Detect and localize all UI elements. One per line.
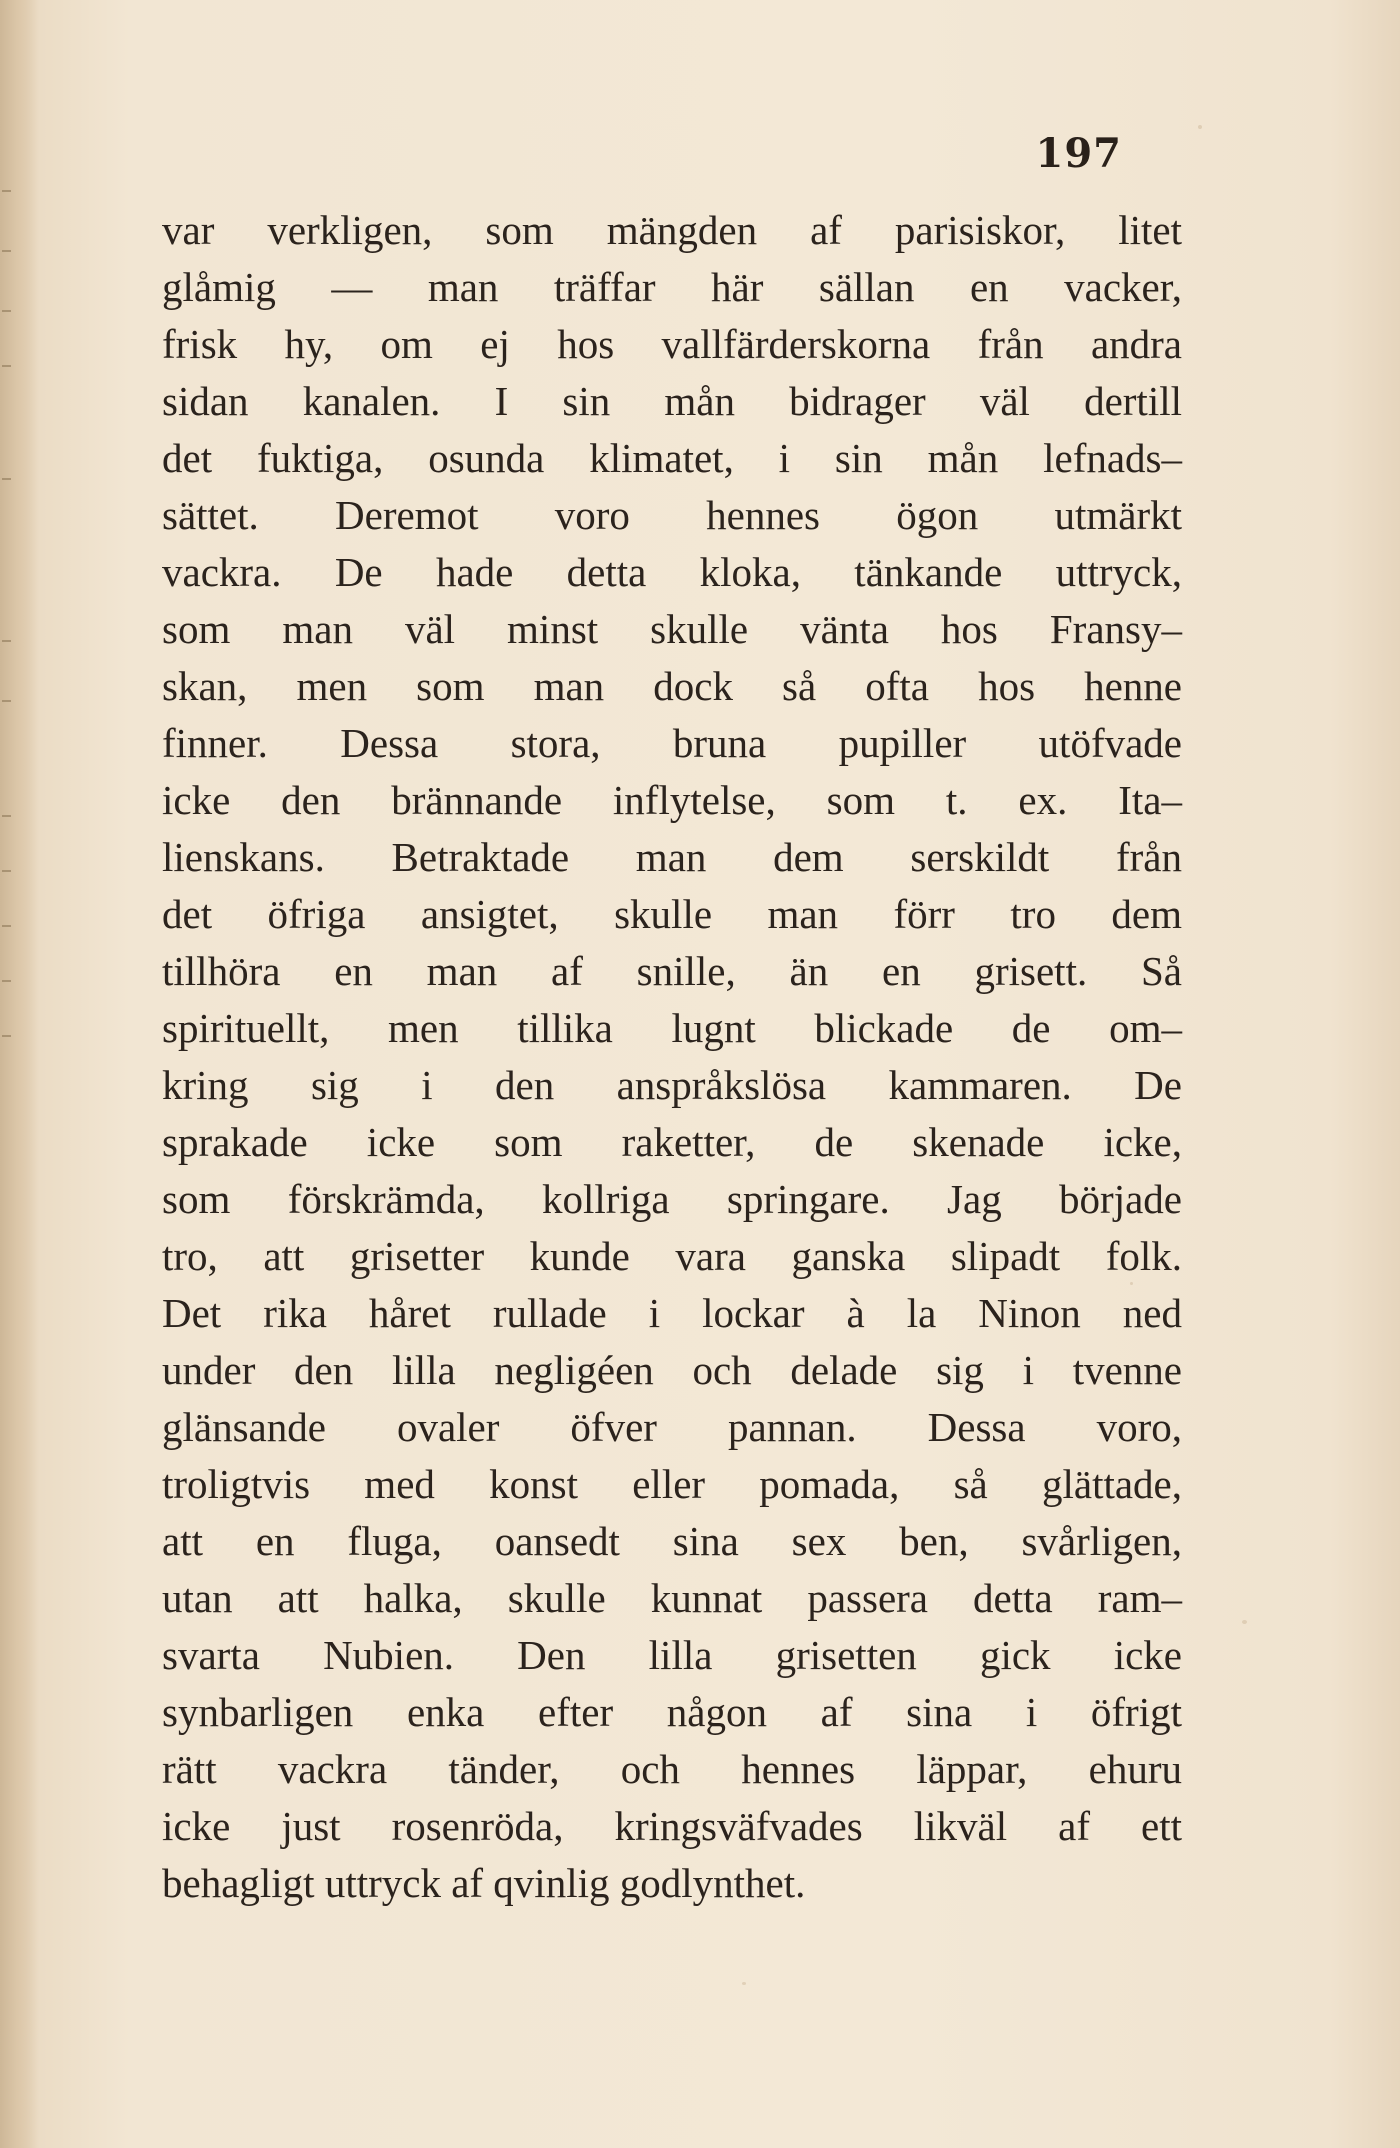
text-line: spirituellt, men tillika lugnt blickade de om–	[162, 1005, 1182, 1051]
binding-mark	[2, 1035, 11, 1037]
text-line: icke just rosenröda, kringsväfvades likväl af ett	[162, 1803, 1182, 1849]
text-line: var verkligen, som mängden af parisiskor, litet	[162, 207, 1182, 253]
text-line: icke den brännande inflytelse, som t. ex. Ita–	[162, 777, 1182, 823]
page-number: 197	[1035, 130, 1122, 177]
text-line: frisk hy, om ej hos vallfärderskorna från andra	[162, 321, 1182, 367]
text-line: rätt vackra tänder, och hennes läppar, ehuru	[162, 1746, 1182, 1792]
text-line: sättet. Deremot voro hennes ögon utmärkt	[162, 492, 1182, 538]
binding-marks	[2, 0, 22, 2148]
binding-mark	[2, 365, 11, 367]
text-line: det fuktiga, osunda klimatet, i sin mån lefnads–	[162, 435, 1182, 481]
text-line: som förskrämda, kollriga springare. Jag började	[162, 1176, 1182, 1222]
text-line: lienskans. Betraktade man dem serskildt från	[162, 834, 1182, 880]
text-line: vackra. De hade detta kloka, tänkande uttryck,	[162, 549, 1182, 595]
text-line: det öfriga ansigtet, skulle man förr tro dem	[162, 891, 1182, 937]
text-line: skan, men som man dock så ofta hos henne	[162, 663, 1182, 709]
text-line: finner. Dessa stora, bruna pupiller utöfvade	[162, 720, 1182, 766]
paper-speck	[1198, 125, 1202, 129]
paper-speck	[1242, 1620, 1247, 1624]
binding-mark	[2, 980, 11, 982]
text-line: glåmig — man träffar här sällan en vacker,	[162, 264, 1182, 310]
text-line: behagligt uttryck af qvinlig godlynthet.	[162, 1860, 806, 1906]
text-line: sprakade icke som raketter, de skenade icke,	[162, 1119, 1182, 1165]
paper-speck	[1130, 1282, 1133, 1285]
text-line: utan att halka, skulle kunnat passera detta ram–	[162, 1575, 1182, 1621]
text-line: att en fluga, oansedt sina sex ben, svårligen,	[162, 1518, 1182, 1564]
text-line: kring sig i den anspråkslösa kammaren. De	[162, 1062, 1182, 1108]
text-line: Det rika håret rullade i lockar à la Ninon ned	[162, 1290, 1182, 1336]
text-line: tillhöra en man af snille, än en grisett. Så	[162, 948, 1182, 994]
text-line: under den lilla negligéen och delade sig i tvenne	[162, 1347, 1182, 1393]
text-line: som man väl minst skulle vänta hos Fransy–	[162, 606, 1182, 652]
text-line: svarta Nubien. Den lilla grisetten gick icke	[162, 1632, 1182, 1678]
text-line: glänsande ovaler öfver pannan. Dessa voro,	[162, 1404, 1182, 1450]
text-line: troligtvis med konst eller pomada, så glättade,	[162, 1461, 1182, 1507]
body-text	[162, 202, 1182, 1912]
binding-mark	[2, 815, 11, 817]
binding-mark	[2, 478, 11, 480]
text-line: tro, att grisetter kunde vara ganska slipadt folk.	[162, 1233, 1182, 1279]
text-line: sidan kanalen. I sin mån bidrager väl dertill	[162, 378, 1182, 424]
binding-mark	[2, 700, 11, 702]
binding-mark	[2, 310, 11, 312]
binding-mark	[2, 640, 11, 642]
binding-mark	[2, 250, 11, 252]
binding-mark	[2, 870, 11, 872]
text-line: synbarligen enka efter någon af sina i öfrigt	[162, 1689, 1182, 1735]
binding-mark	[2, 190, 11, 192]
paper-speck	[742, 1982, 746, 1985]
binding-mark	[2, 925, 11, 927]
